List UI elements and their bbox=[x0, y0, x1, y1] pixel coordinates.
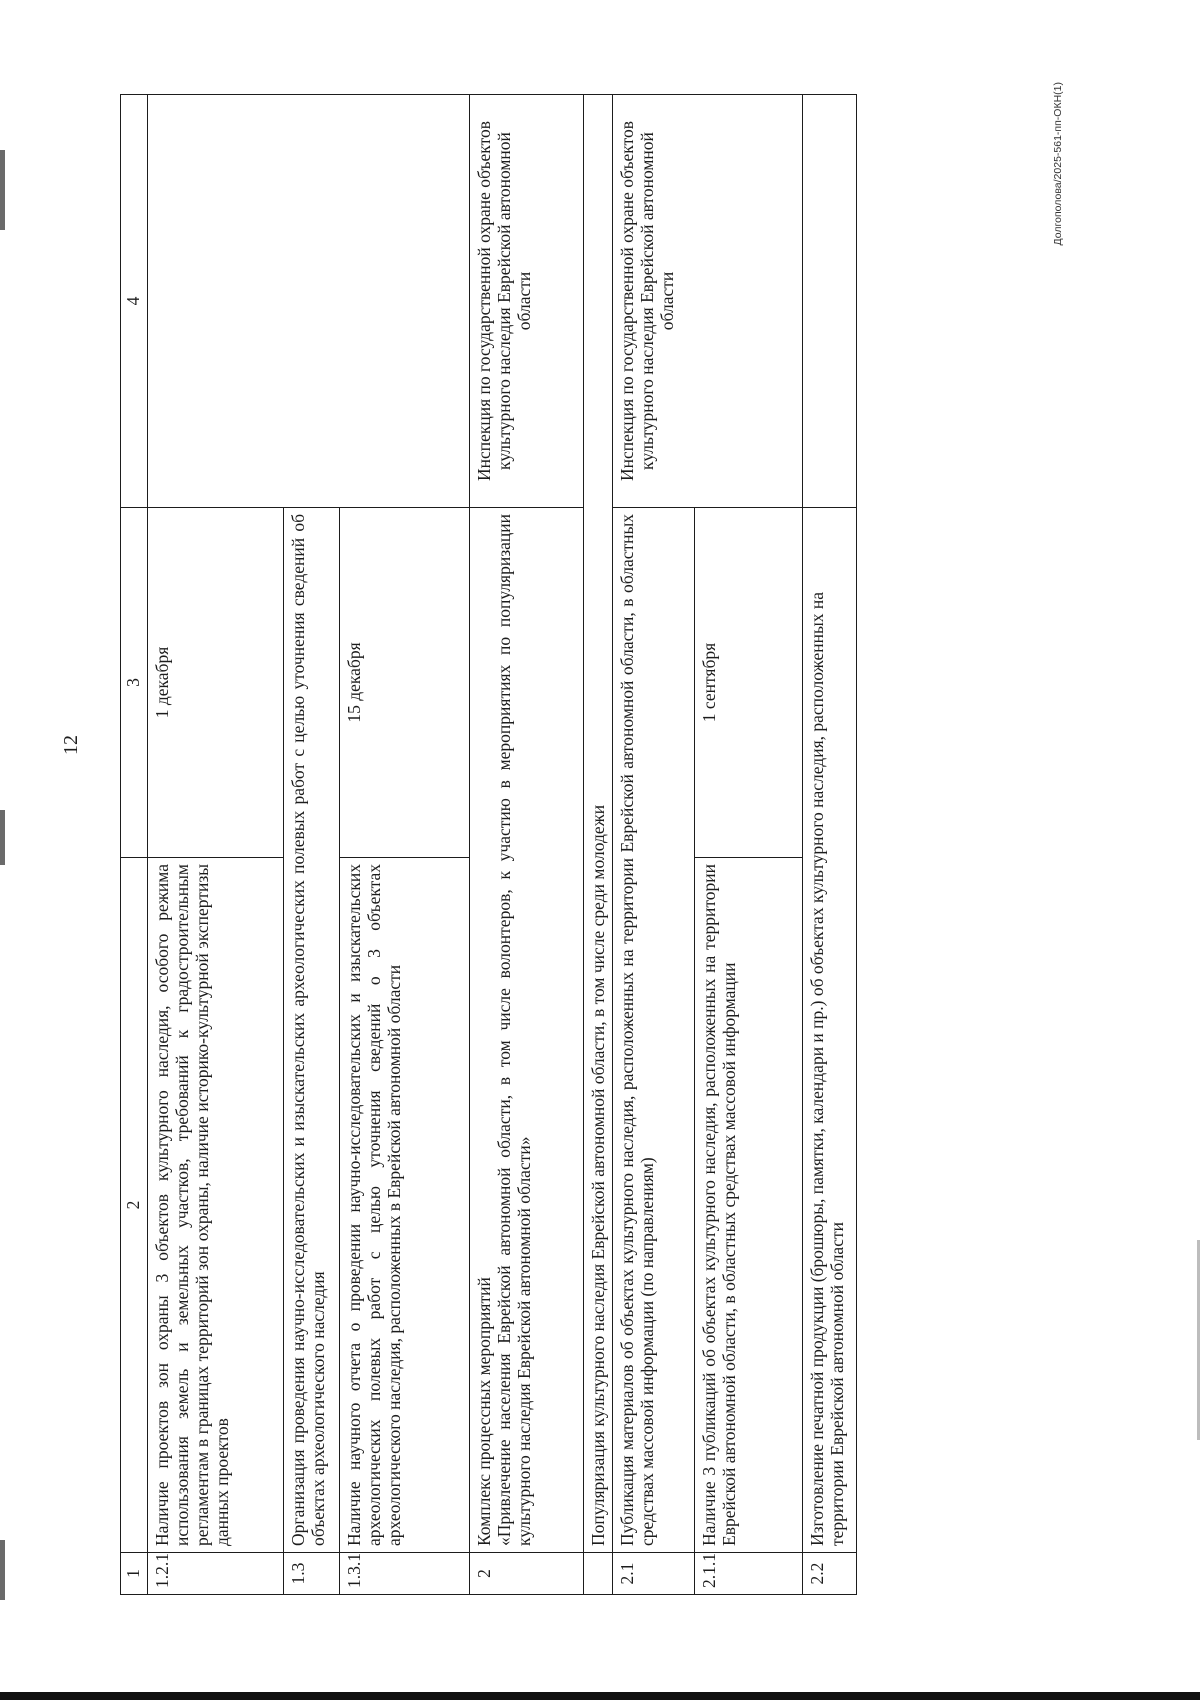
table-row bbox=[613, 95, 695, 1595]
row-responsible-empty bbox=[803, 95, 857, 508]
table-row bbox=[148, 95, 284, 1595]
scan-shadow-left bbox=[0, 1540, 5, 1600]
scan-border bbox=[0, 1692, 1200, 1700]
plan-table bbox=[120, 94, 857, 1595]
task-empty-cell bbox=[584, 1553, 613, 1595]
table-row bbox=[470, 95, 584, 1595]
task-description: Популяризация культурного наследия Еврейской автономной области, в том числе среди молодежи bbox=[584, 95, 613, 1553]
row-number: 1.3 bbox=[284, 1553, 340, 1595]
row-responsible: Инспекция по государственной охране объектов культурного наследия Еврейской автономной области bbox=[470, 95, 584, 508]
row-deadline: 15 декабря bbox=[340, 508, 470, 858]
row-deadline: 1 сентября bbox=[695, 508, 803, 858]
task-row bbox=[584, 95, 613, 1595]
row-number: 2 bbox=[470, 1553, 584, 1595]
row-number: 1.3.1 bbox=[340, 1553, 470, 1595]
header-col-3: 3 bbox=[121, 508, 148, 858]
page-number: 12 bbox=[60, 735, 82, 755]
responsible-cell-empty bbox=[148, 95, 470, 508]
row-description: Наличие 3 публикаций об объектах культурного наследия, расположенных на территории Еврейской автономной области, в областных средствах массовой информации bbox=[695, 858, 803, 1553]
row-description bbox=[470, 508, 584, 1553]
header-col-2: 2 bbox=[121, 858, 148, 1553]
row-number: 2.1.1 bbox=[695, 1553, 803, 1595]
header-col-1: 1 bbox=[121, 1553, 148, 1595]
row-number: 2.1 bbox=[613, 1553, 695, 1595]
scan-shadow-left bbox=[0, 810, 5, 865]
row-description: Наличие проектов зон охраны 3 объектов культурного наследия, особого режима использования земель и земельных участков, требований к градостроительным регламентам в границах территорий зон охраны, наличие историко-культурной экспертизы данных проектов bbox=[148, 858, 284, 1553]
row-number: 2.2 bbox=[803, 1553, 857, 1595]
document-id: Долгополова/2025-561-пп-ОКН(1) bbox=[1052, 82, 1064, 246]
rotated-page bbox=[60, 82, 1064, 1595]
process-title: Комплекс процессных мероприятий bbox=[474, 1277, 494, 1546]
row-responsible: Инспекция по государственной охране объектов культурного наследия Еврейской автономной области bbox=[613, 95, 803, 508]
row-description: Изготовление печатной продукции (брошюры, памятки, календари и пр.) об объектах культурного наследия, расположенных на территории Еврейской автономной области bbox=[803, 508, 857, 1553]
row-description: Организация проведения научно-исследовательских и изыскательских археологических полевых работ с целью уточнения сведений об объектах археологического наследия bbox=[284, 508, 340, 1553]
table-row bbox=[803, 95, 857, 1595]
scan-shadow-left bbox=[0, 150, 5, 230]
row-description: Наличие научного отчета о проведении научно-исследовательских и изыскательских археологических полевых работ с целью уточнения сведений о 3 объектах археологического наследия, расположенных в Еврейской автономной области bbox=[340, 858, 470, 1553]
header-row bbox=[121, 95, 148, 1595]
row-description: Публикация материалов об объектах культурного наследия, расположенных на территории Еврейской автономной области, в областных средствах массовой информации (по направлениям) bbox=[613, 508, 695, 1553]
row-number: 1.2.1 bbox=[148, 1553, 284, 1595]
process-name: «Привлечение населения Еврейской автономной области, в том числе волонтеров, к участию в мероприятиях по популяризации культурного наследия Еврейской автономной области» bbox=[494, 514, 535, 1546]
row-deadline: 1 декабря bbox=[148, 508, 284, 858]
header-col-4: 4 bbox=[121, 95, 148, 508]
